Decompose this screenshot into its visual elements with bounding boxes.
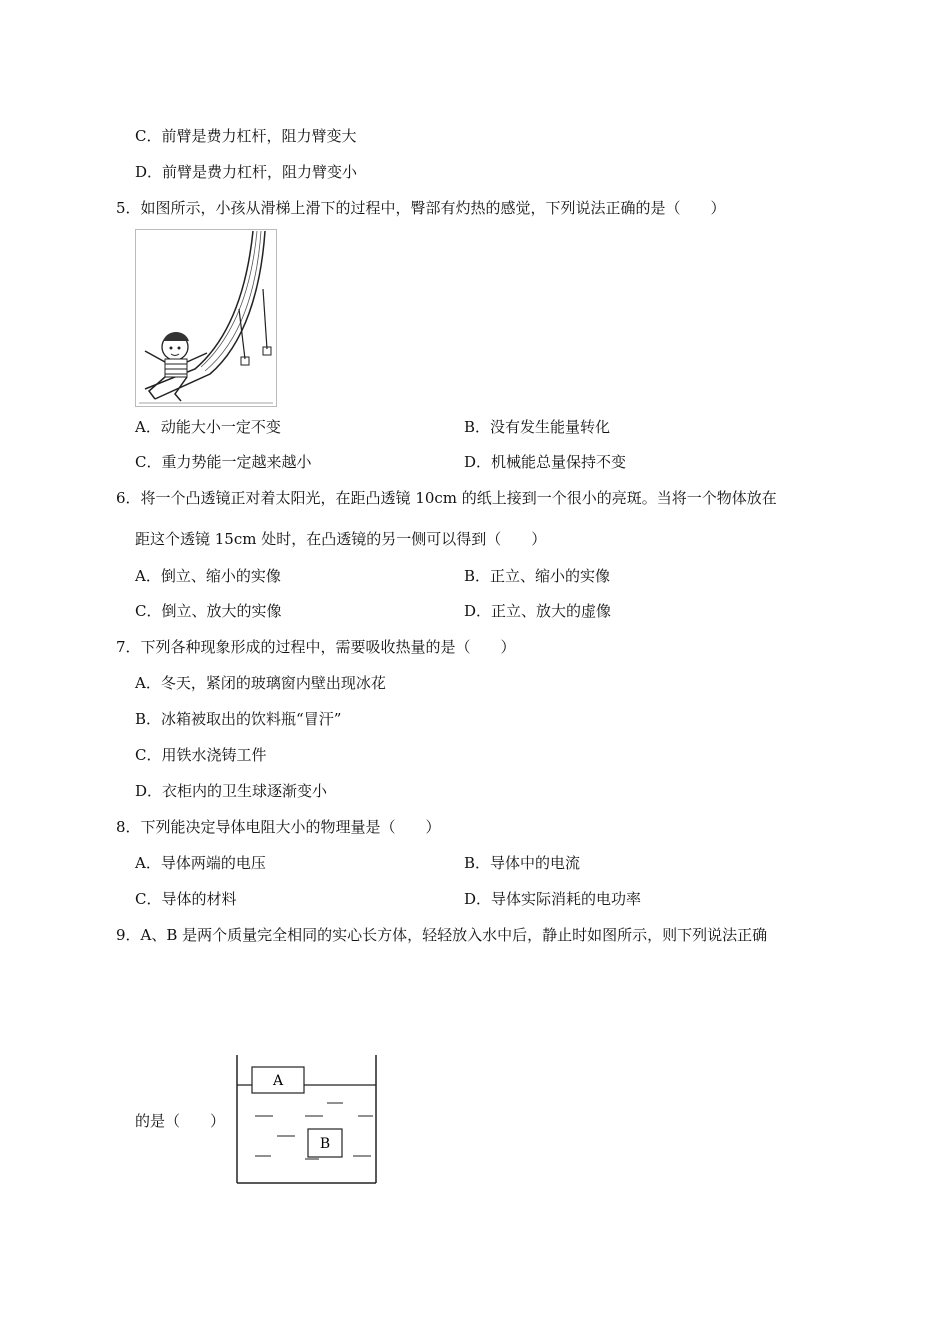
q6-stem-line1: 6．将一个凸透镜正对着太阳光，在距凸透镜 10cm 的纸上接到一个很小的亮斑。当将一个物体放在: [116, 489, 777, 507]
q4-option-d: D．前臂是费力杠杆，阻力臂变小: [135, 163, 358, 181]
q5-option-b: B．没有发生能量转化: [464, 418, 611, 436]
q6-option-d: D．正立、放大的虚像: [464, 602, 612, 620]
q6-option-c: C．倒立、放大的实像: [135, 602, 282, 620]
q7-stem: 7．下列各种现象形成的过程中，需要吸收热量的是（ ）: [116, 638, 516, 656]
block-a-label: A: [272, 1073, 284, 1089]
q7-option-a: A．冬天，紧闭的玻璃窗内壁出现冰花: [135, 674, 386, 692]
q8-option-c: C．导体的材料: [135, 890, 237, 908]
q6-stem-line2: 距这个透镜 15cm 处时，在凸透镜的另一侧可以得到（ ）: [135, 530, 547, 548]
q8-option-d: D．导体实际消耗的电功率: [464, 890, 642, 908]
water-container-figure: [233, 1053, 379, 1185]
q5-option-c: C．重力势能一定越来越小: [135, 453, 312, 471]
q8-stem: 8．下列能决定导体电阻大小的物理量是（ ）: [116, 818, 441, 836]
q6-option-a: A．倒立、缩小的实像: [135, 567, 281, 585]
q8-option-b: B．导体中的电流: [464, 854, 581, 872]
q7-option-b: B．冰箱被取出的饮料瓶“冒汗”: [135, 710, 342, 728]
q4-option-c: C．前臂是费力杠杆，阻力臂变大: [135, 127, 357, 145]
q8-option-a: A．导体两端的电压: [135, 854, 266, 872]
slide-illustration: [135, 229, 277, 407]
q7-option-c: C．用铁水浇铸工件: [135, 746, 267, 764]
q6-option-b: B．正立、缩小的实像: [464, 567, 611, 585]
q5-option-d: D．机械能总量保持不变: [464, 453, 627, 471]
q5-stem: 5．如图所示，小孩从滑梯上滑下的过程中，臀部有灼热的感觉，下列说法正确的是（ ）: [116, 199, 726, 217]
q9-stem-end: 的是（ ）: [135, 1112, 226, 1130]
block-b-label: B: [319, 1136, 331, 1152]
q7-option-d: D．衣柜内的卫生球逐渐变小: [135, 782, 328, 800]
q5-option-a: A．动能大小一定不变: [135, 418, 281, 436]
q9-stem: 9．A、B 是两个质量完全相同的实心长方体，轻轻放入水中后，静止时如图所示，则下列说法正确: [116, 926, 768, 944]
